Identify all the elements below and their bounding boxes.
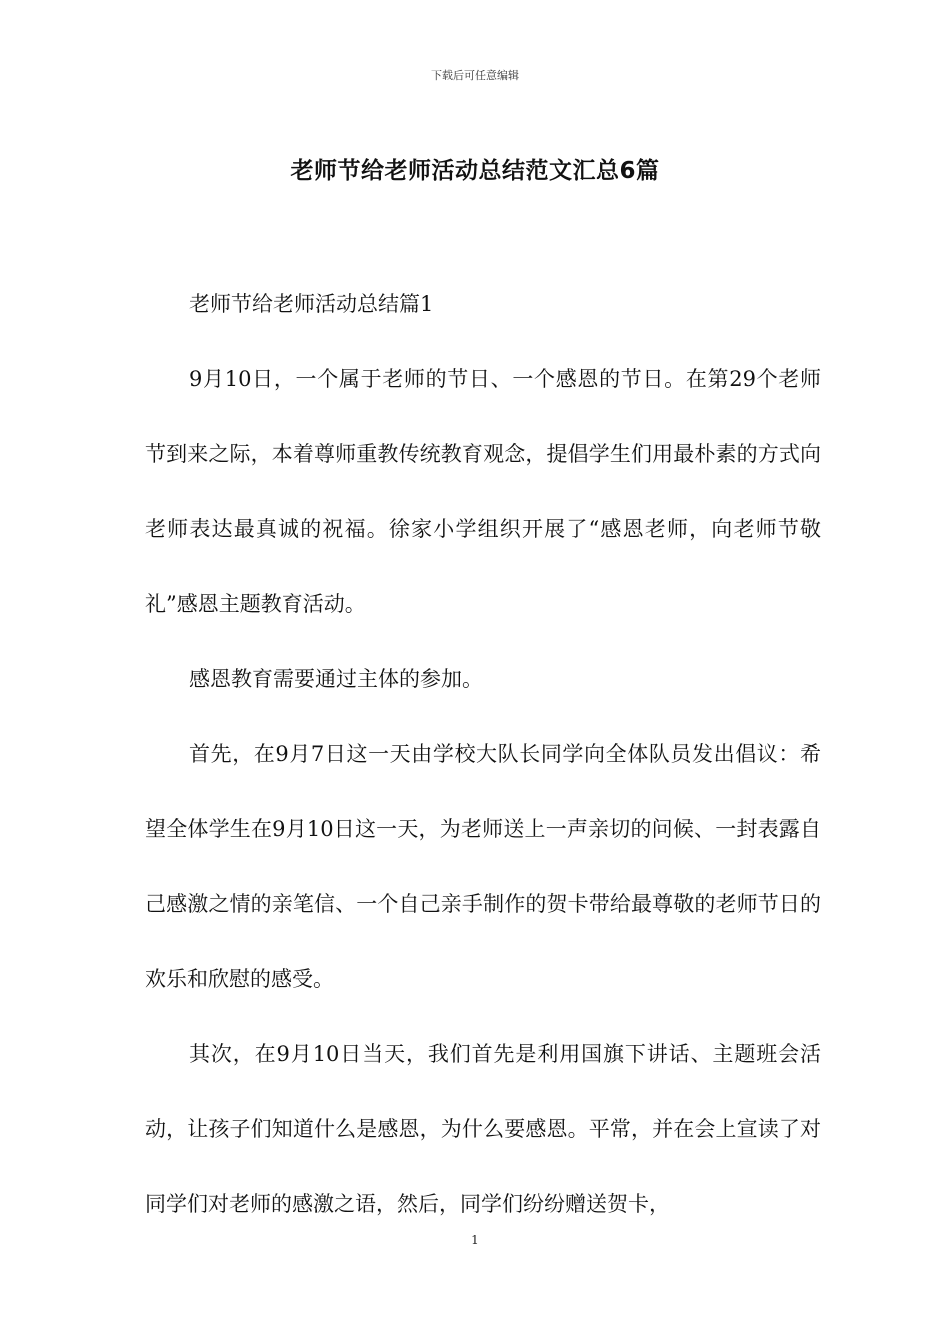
paragraph: 首先，在9月7日这一天由学校大队长同学向全体队员发出倡议：希望全体学生在9月10日这一天，为老师送上一声亲切的问候、一封表露自己感激之情的亲笔信、一个自己亲手制作的贺卡带给最尊敬的老师节日的欢乐和欣慰的感受。 [145,742,821,991]
section-heading: 老师节给老师活动总结篇1 [189,292,434,316]
page-number: 1 [471,1233,479,1247]
paragraph: 感恩教育需要通过主体的参加。 [189,667,483,691]
document-title: 老师节给老师活动总结范文汇总6篇 [290,158,660,184]
paragraph: 9月10日，一个属于老师的节日、一个感恩的节日。在第29个老师节到来之际，本着尊师重教传统教育观念，提倡学生们用最朴素的方式向老师表达最真诚的祝福。徐家小学组织开展了“感恩老师，向老师节敬礼”感恩主题教育活动。 [145,367,821,616]
document-body [145,267,821,1242]
paragraph: 其次，在9月10日当天，我们首先是利用国旗下讲话、主题班会活动，让孩子们知道什么是感恩，为什么要感恩。平常，并在会上宣读了对同学们对老师的感激之语，然后，同学们纷纷赠送贺卡， [145,1042,821,1216]
header-note: 下载后可任意编辑 [431,69,519,82]
